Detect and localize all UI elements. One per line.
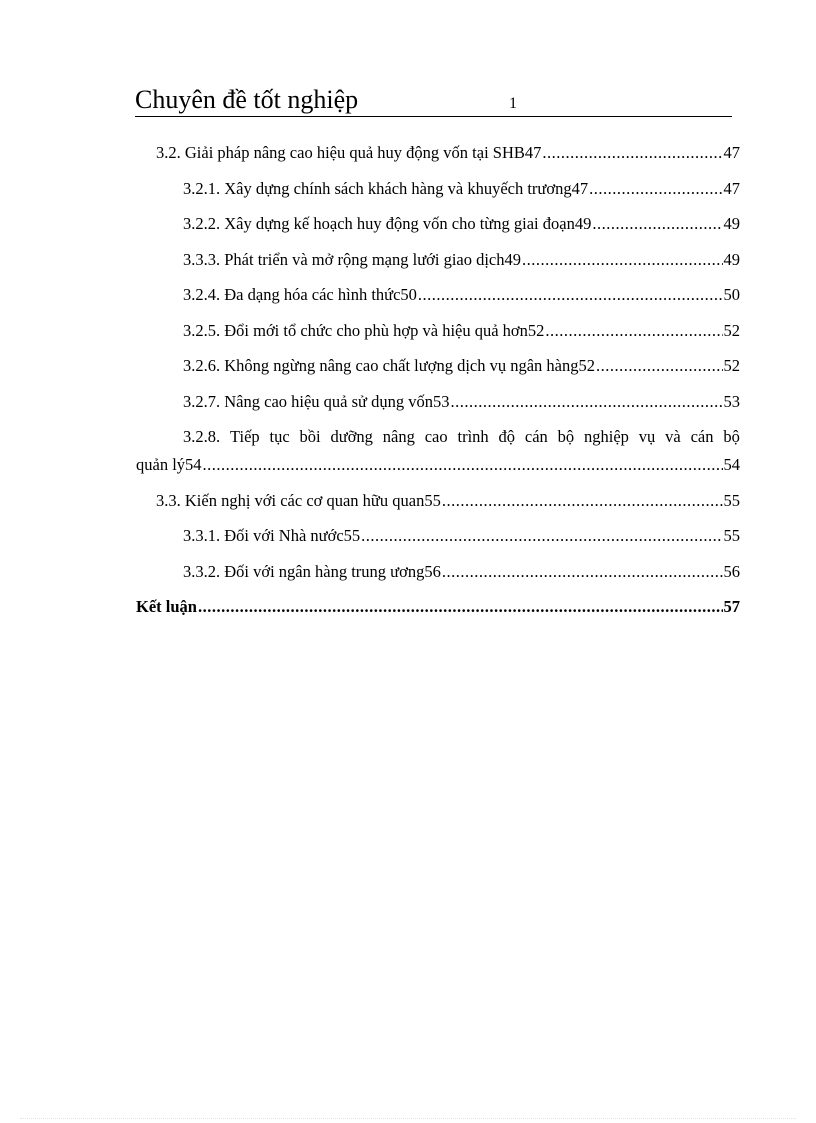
toc-entry-label: 3.2.5. Đổi mới tổ chức cho phù hợp và hiệu quả hơn52 bbox=[183, 320, 545, 340]
toc-leader-dots bbox=[596, 352, 723, 380]
toc-entry-3-2-7[interactable] bbox=[136, 388, 740, 424]
toc-word: bồi bbox=[299, 427, 321, 446]
toc-entry-page: 47 bbox=[723, 143, 740, 162]
toc-word: nâng bbox=[382, 427, 415, 446]
header-page-number: 1 bbox=[509, 95, 517, 112]
toc-entry-3-2[interactable] bbox=[136, 139, 740, 175]
toc-entry-page: 47 bbox=[723, 178, 740, 198]
toc-entry-label: 3.2.7. Nâng cao hiệu quả sử dụng vốn53 bbox=[183, 391, 450, 411]
toc-leader-dots bbox=[418, 281, 723, 309]
toc-word: dưỡng bbox=[330, 427, 373, 446]
toc-word: trình bbox=[457, 427, 489, 446]
toc-entry-3-2-5[interactable] bbox=[136, 317, 740, 353]
toc-entry-label: 3.2.1. Xây dựng chính sách khách hàng và khuyếch trương47 bbox=[183, 178, 589, 198]
toc-entry-page: 49 bbox=[723, 214, 740, 233]
page-bottom-border bbox=[20, 1118, 796, 1119]
toc-word: 3.2.8. bbox=[183, 427, 221, 446]
toc-entry-page: 50 bbox=[723, 285, 740, 304]
toc-entry-3-2-8-line1[interactable] bbox=[136, 423, 740, 451]
header-title: Chuyên đề tốt nghiệp bbox=[135, 85, 359, 114]
toc-entry-page: 56 bbox=[723, 561, 740, 581]
toc-entry-label: 3.3. Kiến nghị với các cơ quan hữu quan55 bbox=[156, 490, 441, 510]
toc-entry-label: 3.2.6. Không ngừng nâng cao chất lượng dịch vụ ngân hàng52 bbox=[183, 356, 595, 375]
toc-leader-dots bbox=[442, 487, 723, 515]
toc-entry-3-2-1[interactable] bbox=[136, 175, 740, 211]
toc-entry-label: 3.2. Giải pháp nâng cao hiệu quả huy động vốn tại SHB47 bbox=[156, 143, 542, 162]
toc-leader-dots bbox=[545, 317, 722, 345]
toc-leader-dots bbox=[361, 522, 722, 550]
toc-entry-label: 3.3.1. Đối với Nhà nước55 bbox=[183, 526, 361, 545]
toc-word: cán bbox=[690, 427, 714, 446]
toc-word: độ bbox=[498, 427, 516, 446]
page-header bbox=[135, 84, 732, 117]
toc-word: và bbox=[665, 427, 681, 446]
toc-entry-page: 49 bbox=[723, 249, 740, 269]
toc-leader-dots bbox=[592, 210, 722, 238]
toc-entry-page: 55 bbox=[723, 526, 740, 545]
toc-entry-page: 57 bbox=[723, 597, 740, 616]
toc-entry-page: 52 bbox=[723, 320, 740, 340]
toc-word: Tiếp bbox=[229, 427, 260, 446]
toc-entry-label: Kết luận bbox=[136, 597, 197, 616]
toc-entry-label: 3.2.2. Xây dựng kế hoạch huy động vốn cho từng giai đoạn49 bbox=[183, 214, 592, 233]
toc-entry-label: 3.3.3. Phát triển và mở rộng mạng lưới giao dịch49 bbox=[183, 249, 522, 269]
toc-entry-3-2-2[interactable] bbox=[136, 210, 740, 246]
toc-word: cao bbox=[424, 427, 448, 446]
toc-leader-dots bbox=[198, 593, 723, 621]
toc-entry-label: 3.2.4. Đa dạng hóa các hình thức50 bbox=[183, 285, 417, 304]
toc-entry-3-3-2[interactable] bbox=[136, 558, 740, 594]
toc-entry-label: quản lý54 bbox=[136, 455, 202, 474]
toc-word: bộ bbox=[723, 427, 740, 446]
toc-word: vụ bbox=[638, 427, 656, 446]
table-of-contents bbox=[136, 139, 740, 629]
toc-entry-3-2-4[interactable] bbox=[136, 281, 740, 317]
toc-entry-3-3-3[interactable] bbox=[136, 246, 740, 282]
toc-leader-dots bbox=[589, 175, 722, 203]
toc-entry-3-2-8-line2[interactable] bbox=[136, 451, 740, 487]
toc-entry-3-3[interactable] bbox=[136, 487, 740, 523]
toc-entry-page: 53 bbox=[723, 391, 740, 411]
toc-word: nghiệp bbox=[584, 427, 629, 446]
toc-leader-dots bbox=[203, 451, 723, 479]
toc-word: bộ bbox=[557, 427, 575, 446]
toc-entry-3-2-6[interactable] bbox=[136, 352, 740, 388]
toc-word: tục bbox=[269, 427, 290, 446]
toc-entry-3-3-1[interactable] bbox=[136, 522, 740, 558]
toc-word: cán bbox=[524, 427, 548, 446]
toc-leader-dots bbox=[542, 139, 722, 167]
toc-entry-page: 52 bbox=[723, 356, 740, 375]
toc-leader-dots bbox=[522, 246, 722, 274]
toc-leader-dots bbox=[450, 388, 722, 416]
toc-entry-label-justified bbox=[183, 423, 740, 451]
toc-entry-page: 55 bbox=[723, 490, 740, 510]
toc-entry-ket-luan[interactable] bbox=[136, 593, 740, 629]
toc-leader-dots bbox=[442, 558, 723, 586]
toc-entry-label: 3.3.2. Đối với ngân hàng trung ương56 bbox=[183, 561, 441, 581]
toc-entry-page: 54 bbox=[723, 455, 740, 474]
